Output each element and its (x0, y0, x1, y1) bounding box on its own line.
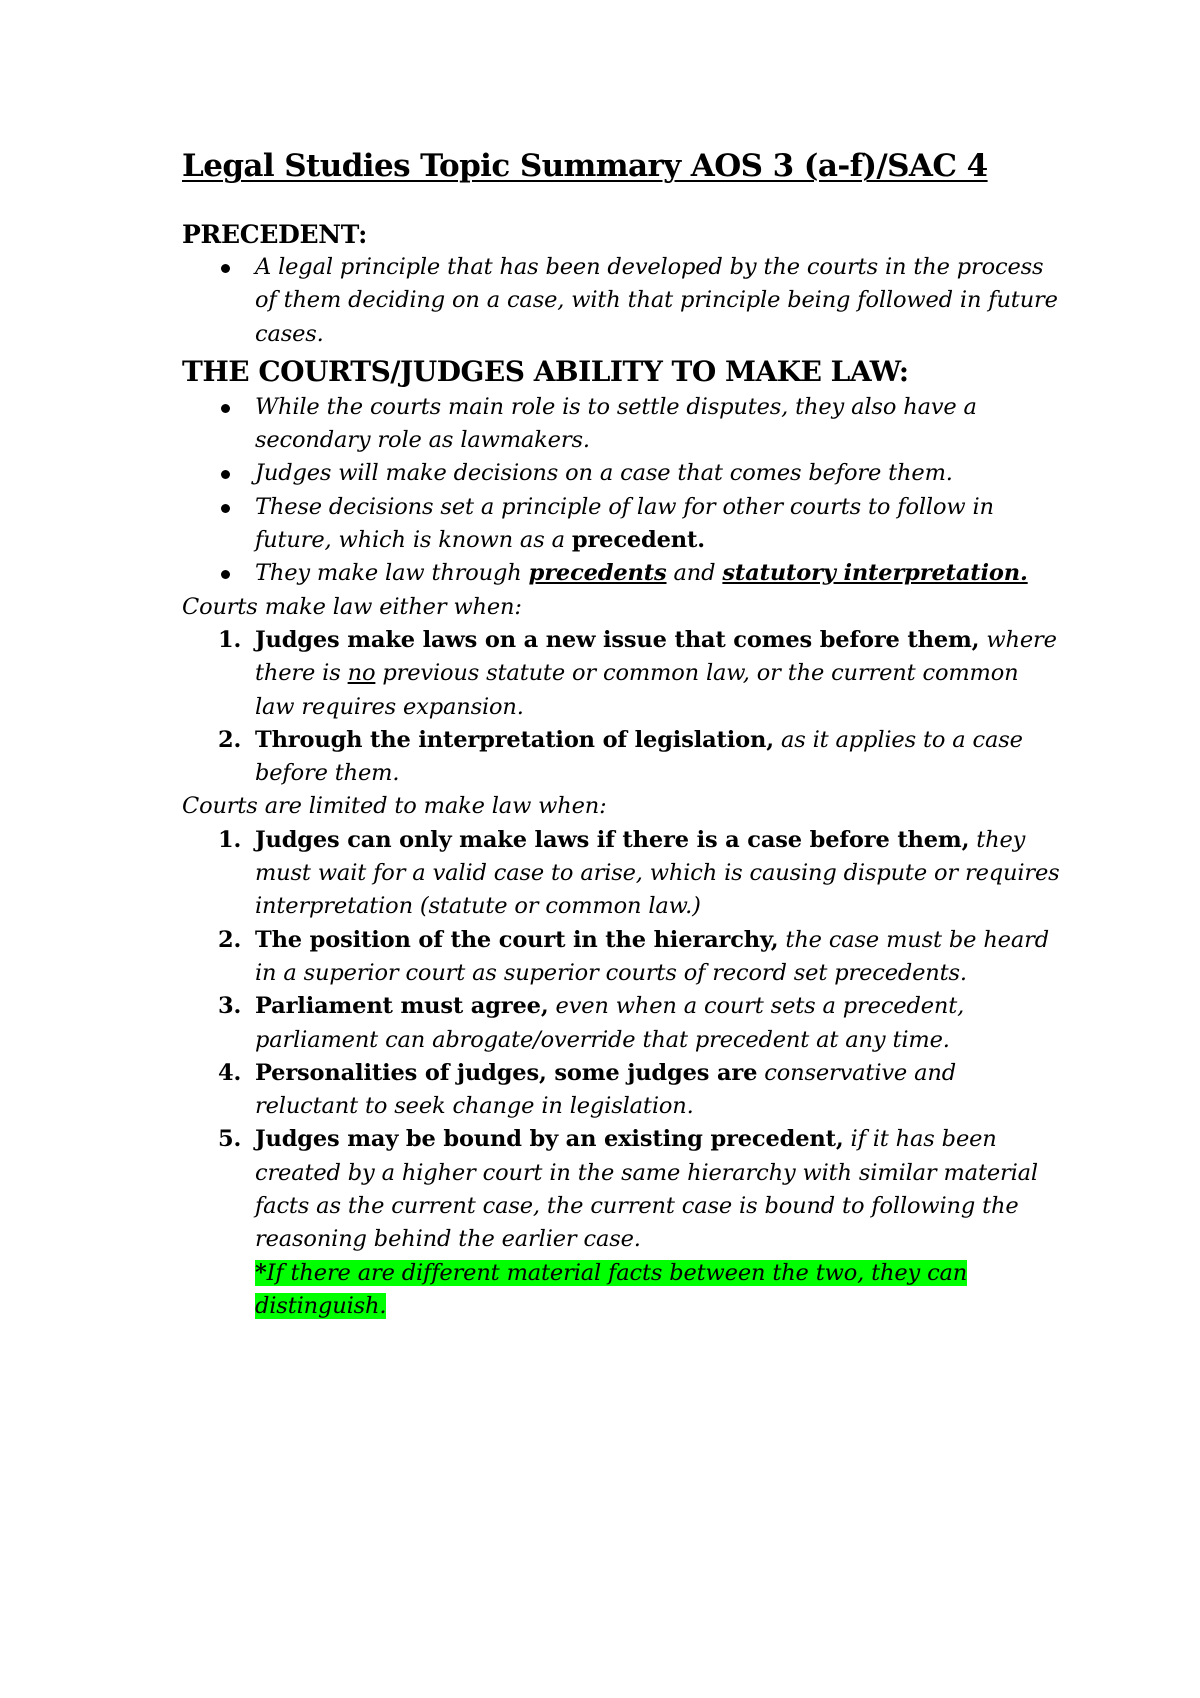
item-number: 5. (218, 1126, 242, 1153)
list-item (218, 624, 1062, 724)
item-text: they must wait for a valid case to arise, which is causing dispute or requires interpretation (statute or common law.) (255, 826, 1060, 920)
list-item (218, 990, 1062, 1057)
item-number: 1. (218, 626, 242, 653)
list-item (218, 824, 1062, 924)
item-number: 1. (218, 826, 242, 853)
list-item (255, 457, 1062, 490)
document-title: Legal Studies Topic Summary AOS 3 (a-f)/SAC 4 (182, 148, 988, 184)
item-lead: Judges can only make laws if there is a case before them, (255, 826, 970, 853)
precedents-term: precedents (528, 560, 667, 587)
list-item (255, 491, 1062, 558)
bullet-icon (221, 504, 230, 513)
item-lead: Parliament must agree, (255, 993, 549, 1020)
bullet-text: While the courts main role is to settle disputes, they also have a secondary role as lawmakers. (255, 393, 977, 454)
list-item (255, 557, 1062, 590)
item-lead: Personalities of judges, (255, 1059, 547, 1086)
list-item (218, 924, 1062, 991)
highlighted-note (255, 1260, 967, 1319)
limits-list (182, 824, 1062, 1323)
list-item (218, 1123, 1062, 1323)
make-law-intro: Courts make law either when: (182, 593, 522, 620)
item-number: 2. (218, 926, 242, 953)
make-law-list (182, 624, 1062, 790)
bullet-icon (221, 264, 230, 273)
bullet-text: Judges will make decisions on a case that comes before them. (255, 460, 953, 487)
item-number: 4. (218, 1059, 242, 1086)
item-lead: Judges make laws on a new issue that comes before them, (255, 626, 980, 653)
item-text: conservative and reluctant to seek change in legislation. (255, 1059, 956, 1120)
item-text: the case must be heard in a superior court as superior courts of record set precedents. (255, 926, 1049, 986)
limits-intro: Courts are limited to make law when: (182, 793, 607, 820)
note-asterisk: * (255, 1259, 267, 1286)
precedent-bullet-list (182, 251, 1062, 351)
list-item (255, 391, 1062, 458)
bullet-text: They make law through (255, 560, 529, 587)
ability-heading: THE COURTS/JUDGES ABILITY TO MAKE LAW: (182, 354, 909, 388)
item-text: if it has been created by a higher court in the same hierarchy with similar material facts as the current case, the current case is bound to following the reasoning behind the earlier case. (255, 1126, 1038, 1253)
bullet-icon (221, 570, 230, 579)
list-item (218, 1057, 1062, 1124)
item-text: previous statute or common law, or the current common law requires expansion. (255, 660, 1019, 720)
item-emphasis: no (347, 660, 376, 687)
bullet-icon (221, 470, 230, 479)
note-text: If there are different material facts between the two, they can distinguish. (255, 1259, 968, 1319)
list-item (218, 724, 1062, 791)
item-number: 3. (218, 993, 242, 1020)
item-number: 2. (218, 726, 242, 753)
item-lead-cont: some judges are (546, 1059, 758, 1086)
bullet-text: A legal principle that has been developed by the courts in the process of them deciding on a case, with that principle being followed in future cases. (255, 254, 1058, 347)
document-body (182, 218, 1062, 1323)
bullet-icon (221, 404, 230, 413)
ability-bullet-list (182, 391, 1062, 591)
item-lead: Judges may be bound by an existing precedent, (255, 1126, 844, 1153)
item-text: where there is (255, 626, 1057, 687)
precedent-term: precedent. (571, 527, 705, 554)
item-lead: Through the interpretation of legislation, (255, 726, 774, 753)
item-text: even when a court sets a precedent, parliament can abrogate/override that precedent at any time. (255, 993, 965, 1053)
item-lead: The position of the court in the hierarchy, (255, 926, 779, 953)
statutory-interpretation-term: statutory interpretation. (722, 560, 1028, 587)
list-item (255, 251, 1062, 351)
bullet-text-and: and (666, 560, 723, 587)
item-text: as it applies to a case before them. (255, 726, 1023, 787)
precedent-heading: PRECEDENT: (182, 220, 368, 249)
bullet-text: These decisions set a principle of law for other courts to follow in future, which is known as a (255, 493, 994, 554)
